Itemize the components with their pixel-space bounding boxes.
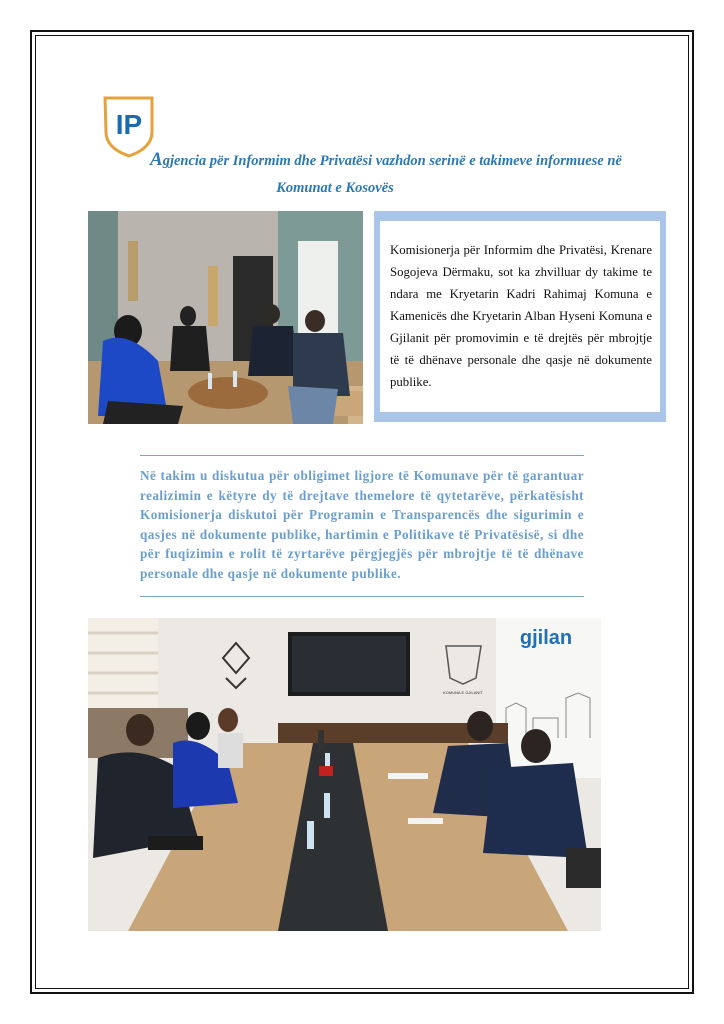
photo-office-meeting xyxy=(88,211,363,424)
logo-text: IP xyxy=(115,109,143,140)
quote-top-rule xyxy=(140,455,584,456)
article-textbox xyxy=(374,211,666,422)
quote-text: Në takim u diskutua për obligimet ligjore të Komunave për të garantuar realizimin e këtyre dy të drejtave themelore të qytetarëve, përkatësisht Komisionerja diskutoi për Programin e Transparencës dhe sigurimin e qasjes në dokumente publike, hartimin e Politikave të Privatësisë, si dhe për fuqizimin e rolit të zyrtarëve përgjegjës për mbrojtje të të dhënave personale dhe qasje në dokumente publike. xyxy=(140,468,584,581)
headline xyxy=(150,146,670,202)
headline-line-2: Komunat e Kosovës xyxy=(276,180,394,196)
ip-logo xyxy=(102,96,156,158)
headline-line-1: gjencia për Informim dhe Privatësi vazhdon serinë e takimeve informuese në xyxy=(162,153,622,169)
photo-conference-room xyxy=(88,618,601,931)
quote-bottom-rule xyxy=(140,596,584,597)
headline-initial: A xyxy=(150,149,163,170)
emblem-caption: KOMUNA E GJILANIT xyxy=(443,690,483,695)
wall-sign: gjilan xyxy=(519,627,573,649)
article-body: Komisionerja për Informim dhe Privatësi, Krenare Sogojeva Dërmaku, sot ka zhvilluar dy takime te ndara me Kryetarin Kadri Rahimaj Komuna e Kamenicës dhe Kryetarin Alban Hyseni Komuna e Gjilanit për promovimin e të drejtës për mbrojtje të të dhënave personale dhe qasje në dokumente publike. xyxy=(380,221,660,412)
